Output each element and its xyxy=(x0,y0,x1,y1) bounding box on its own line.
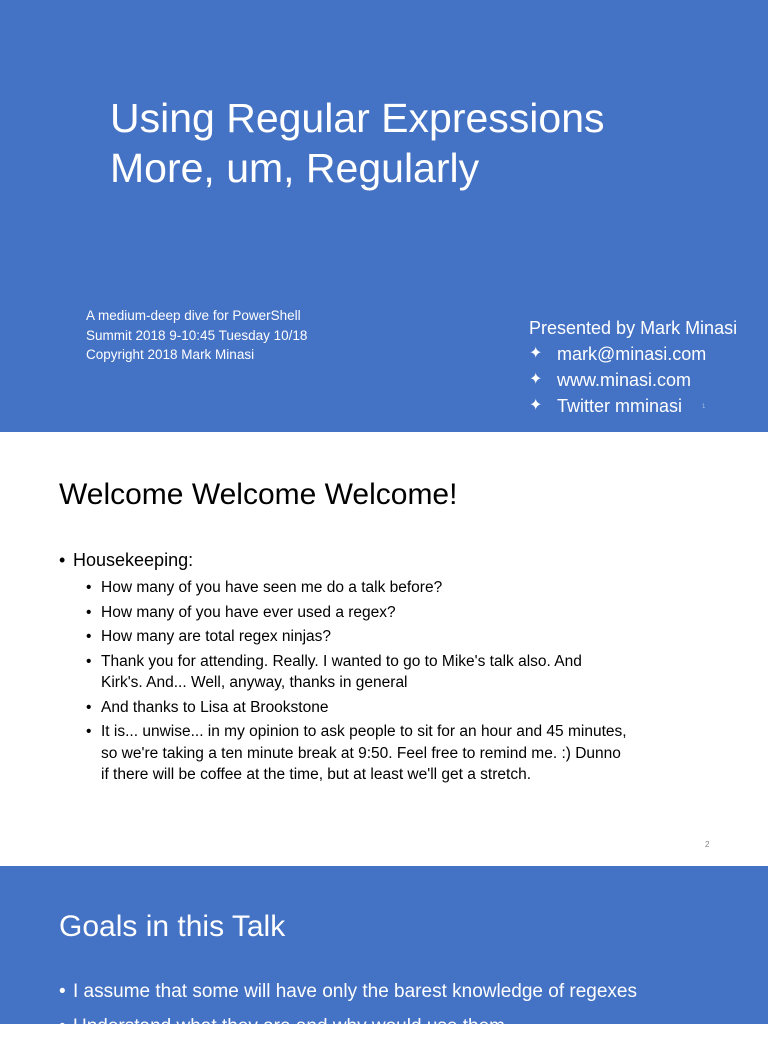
presenter-twitter: Twitter mminasi xyxy=(557,395,683,416)
slide-subtitle xyxy=(86,306,386,365)
page-number: 1 xyxy=(702,404,706,410)
list-item xyxy=(59,981,637,1003)
presenter-heading: Presented by Mark Minasi xyxy=(529,318,738,338)
list-item-text: How many are total regex ninjas? xyxy=(101,628,332,645)
list-item xyxy=(59,1016,505,1038)
list-item xyxy=(86,697,726,719)
subtitle-line-1: A medium-deep dive for PowerShell xyxy=(86,308,301,323)
list-item xyxy=(86,577,726,599)
list-item-level1 xyxy=(59,550,193,571)
subtitle-line-3: Copyright 2018 Mark Minasi xyxy=(86,347,255,362)
presenter-website: www.minasi.com xyxy=(557,369,692,390)
bullet-icon: • xyxy=(86,628,92,645)
list-item xyxy=(86,721,726,786)
bullet-icon: • xyxy=(86,579,92,596)
list-item-text: It is... unwise... in my opinion to ask people to sit for an hour and 45 minutes, so we're taking a ten minute break at 9:50. Feel free to remind me. :) Dunno if there will be coffee at the time, but at least we'll get a stretch. xyxy=(101,723,627,783)
slide-title: Welcome Welcome Welcome! xyxy=(59,478,458,511)
slide-title: Goals in this Talk xyxy=(59,910,286,943)
bullet-icon: • xyxy=(86,723,92,740)
presenter-block xyxy=(529,315,765,419)
list-item-text: How many of you have seen me do a talk before? xyxy=(101,579,443,596)
title-slide xyxy=(0,0,768,432)
list-item xyxy=(86,602,726,624)
list-item xyxy=(86,651,726,694)
list-item-text: How many of you have ever used a regex? xyxy=(101,603,396,621)
goals-slide xyxy=(0,866,768,1037)
star-bullet-icon: ✦ xyxy=(529,345,543,362)
bullet-icon: • xyxy=(86,698,92,716)
title-line-2: More, um, Regularly xyxy=(110,145,480,191)
star-bullet-icon: ✦ xyxy=(529,371,543,388)
welcome-slide xyxy=(0,432,768,866)
list-item xyxy=(86,626,726,648)
presenter-item xyxy=(529,393,765,419)
housekeeping-list xyxy=(86,577,726,789)
list-item-text: Understand what they are and why would use them xyxy=(73,1016,505,1037)
star-bullet-icon: ✦ xyxy=(529,397,543,414)
presenter-item xyxy=(529,367,765,393)
presenter-email: mark@minasi.com xyxy=(557,343,707,364)
title-line-1: Using Regular Expressions xyxy=(110,95,605,141)
bullet-icon: • xyxy=(86,603,92,621)
slide-title xyxy=(110,93,750,193)
housekeeping-label: Housekeeping: xyxy=(73,550,194,570)
bullet-icon: • xyxy=(59,550,66,570)
subtitle-line-2: Summit 2018 9-10:45 Tuesday 10/18 xyxy=(86,327,308,343)
list-item-text: I assume that some will have only the barest knowledge of regexes xyxy=(73,981,637,1002)
bullet-icon: • xyxy=(86,652,92,670)
bullet-icon: • xyxy=(59,1016,66,1037)
bullet-icon: • xyxy=(59,981,66,1002)
presenter-item xyxy=(529,341,765,367)
page-number: 2 xyxy=(705,840,710,849)
list-item-text: Thank you for attending. Really. I wanted to go to Mike's talk also. And Kirk's. And... Well, anyway, thanks in general xyxy=(101,652,582,691)
list-item-text: And thanks to Lisa at Brookstone xyxy=(101,698,329,716)
